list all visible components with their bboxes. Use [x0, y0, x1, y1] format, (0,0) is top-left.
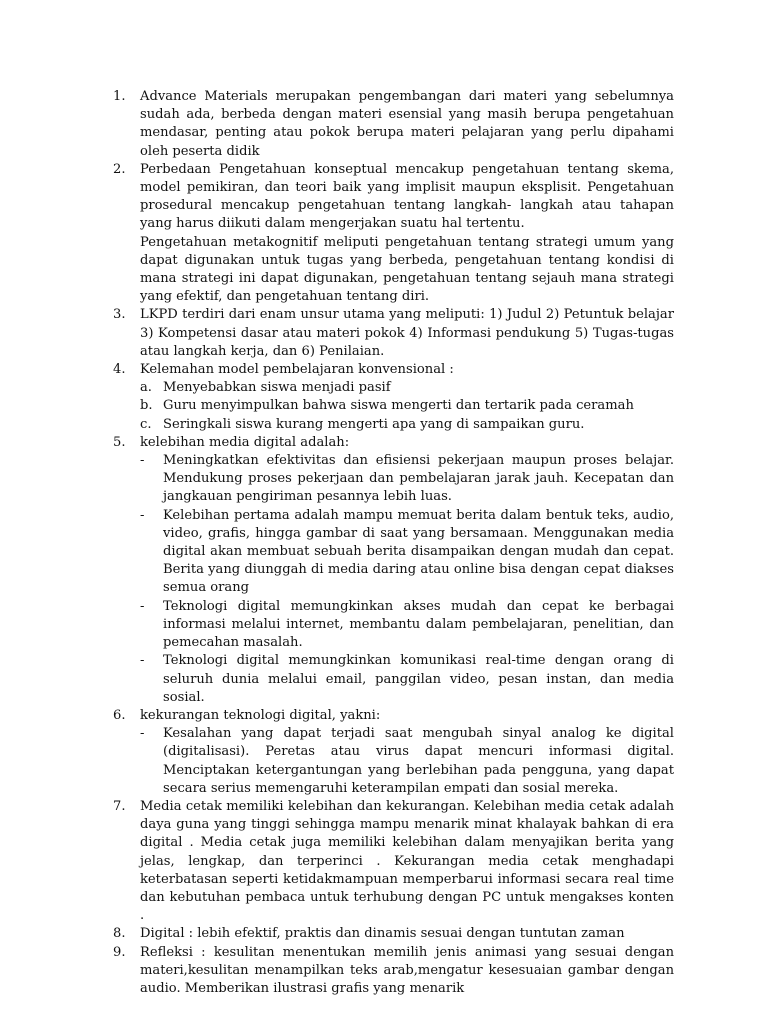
item-number: 1.	[113, 89, 126, 104]
item-paragraph: Kelemahan model pembelajaran konvensional :	[140, 362, 454, 378]
sub-list-item	[140, 652, 674, 707]
numbered-list	[113, 88, 674, 998]
sub-item-text: Menyebabkan siswa menjadi pasif	[163, 380, 391, 396]
list-item-6	[113, 707, 674, 798]
sub-item-marker: b.	[140, 398, 153, 414]
item-number: 5.	[113, 434, 126, 450]
item-paragraph: Pengetahuan metakognitif meliputi pengetahuan tentang strategi umum yang dapat digunakan untuk tugas yang berbeda, pengetahuan tentang kondisi di mana strategi ini dapat digunakan, pengetahuan tentang sejauh mana strategi yang efektif, dan pengetahuan tentang diri.	[140, 234, 674, 305]
sub-item-marker: -	[140, 507, 145, 523]
sub-list	[140, 452, 674, 707]
sub-list-item	[140, 507, 674, 598]
list-item-5	[113, 434, 674, 707]
item-number: 7.	[113, 798, 126, 814]
item-number: 4.	[113, 362, 126, 378]
item-paragraph: Advance Materials merupakan pengembangan dari materi yang sebelumnya sudah ada, berbeda dengan materi esensial yang masih berupa pengetahuan mendasar, penting atau pokok berupa materi pelajaran yang perlu dipahami oleh peserta didik	[140, 89, 674, 159]
sub-item-marker: -	[140, 453, 145, 469]
item-number: 8.	[113, 926, 126, 942]
sub-item-text: Kelebihan pertama adalah mampu memuat berita dalam bentuk teks, audio, video, grafis, hingga gambar di saat yang bersamaan. Menggunakan media digital akan membuat sebuah berita disampaikan dengan mudah dan cepat. Berita yang diunggah di media daring atau online bisa dengan cepat diakses semua orang	[163, 507, 674, 596]
item-paragraph: Perbedaan Pengetahuan konseptual mencakup pengetahuan tentang skema, model pemikiran, dan teori baik yang implisit maupun eksplisit. Pengetahuan prosedural mencakup pengetahuan tentang langkah- langkah atau tahapan yang harus diikuti dalam mengerjakan suatu hal tertentu.	[140, 161, 674, 232]
sub-list-item	[140, 416, 674, 434]
sub-item-text: Kesalahan yang dapat terjadi saat mengubah sinyal analog ke digital (digitalisasi). Peretas atau virus dapat mencuri informasi digital. Menciptakan ketergantungan yang berlebihan pada pengguna, yang dapat secara serius memengaruhi keterampilan empati dan sosial mereka.	[163, 726, 674, 796]
item-number: 3.	[113, 307, 126, 323]
sub-item-text: Meningkatkan efektivitas dan efisiensi pekerjaan maupun proses belajar. Mendukung proses pekerjaan dan pembelajaran jarak jauh. Kecepatan dan jangkauan pengiriman pesannya lebih luas.	[163, 453, 674, 505]
item-paragraph: kelebihan media digital adalah:	[140, 434, 350, 450]
item-paragraph: kekurangan teknologi digital, yakni:	[140, 707, 381, 723]
list-item-3	[113, 306, 674, 361]
list-item-2	[113, 161, 674, 307]
sub-list-item	[140, 452, 674, 507]
list-item-4	[113, 361, 674, 434]
item-paragraph: Digital : lebih efektif, praktis dan dinamis sesuai dengan tuntutan zaman	[140, 926, 625, 942]
list-item-7	[113, 798, 674, 925]
sub-list-item	[140, 725, 674, 798]
list-item-8	[113, 925, 674, 943]
sub-item-marker: -	[140, 653, 145, 669]
item-number: 9.	[113, 944, 126, 960]
sub-item-text: Guru menyimpulkan bahwa siswa mengerti dan tertarik pada ceramah	[163, 398, 634, 414]
sub-list-item	[140, 379, 674, 397]
item-number: 2.	[113, 161, 126, 177]
item-number: 6.	[113, 707, 126, 723]
sub-item-marker: -	[140, 726, 145, 742]
item-paragraph: Media cetak memiliki kelebihan dan kekurangan. Kelebihan media cetak adalah daya guna yang tinggi sehingga mampu menarik minat khalayak bahkan di era digital . Media cetak juga memiliki kelebihan dalam menyajikan berita yang jelas, lengkap, dan terperinci . Kekurangan media cetak menghadapi keterbatasan seperti ketidakmampuan memperbarui informasi secara real time dan kebutuhan pembaca untuk terhubung dengan PC untuk mengakses konten .	[140, 798, 674, 924]
sub-item-text: Teknologi digital memungkinkan akses mudah dan cepat ke berbagai informasi melalui internet, membantu dalam pembelajaran, penelitian, dan pemecahan masalah.	[163, 598, 674, 651]
sub-list-item	[140, 397, 674, 415]
sub-item-marker: c.	[140, 416, 152, 432]
item-paragraph: LKPD terdiri dari enam unsur utama yang meliputi: 1) Judul 2) Petuntuk belajar 3) Kompetensi dasar atau materi pokok 4) Informasi pendukung 5) Tugas-tugas atau langkah kerja, dan 6) Penilaian.	[140, 307, 674, 359]
sub-item-text: Seringkali siswa kurang mengerti apa yang di sampaikan guru.	[163, 416, 585, 432]
sub-item-text: Teknologi digital memungkinkan komunikasi real-time dengan orang di seluruh dunia melalui email, panggilan video, pesan instan, dan media sosial.	[163, 653, 674, 705]
sub-list	[140, 725, 674, 798]
sub-item-marker: -	[140, 598, 145, 614]
list-item-9	[113, 944, 674, 999]
sub-list	[140, 379, 674, 434]
item-paragraph: Refleksi : kesulitan menentukan memilih jenis animasi yang sesuai dengan materi,kesulitan menampilkan teks arab,mengatur kesesuaian gambar dengan audio. Memberikan ilustrasi grafis yang menarik	[140, 944, 674, 996]
list-item-1	[113, 88, 674, 161]
sub-item-marker: a.	[140, 380, 152, 396]
sub-list-item	[140, 598, 674, 653]
